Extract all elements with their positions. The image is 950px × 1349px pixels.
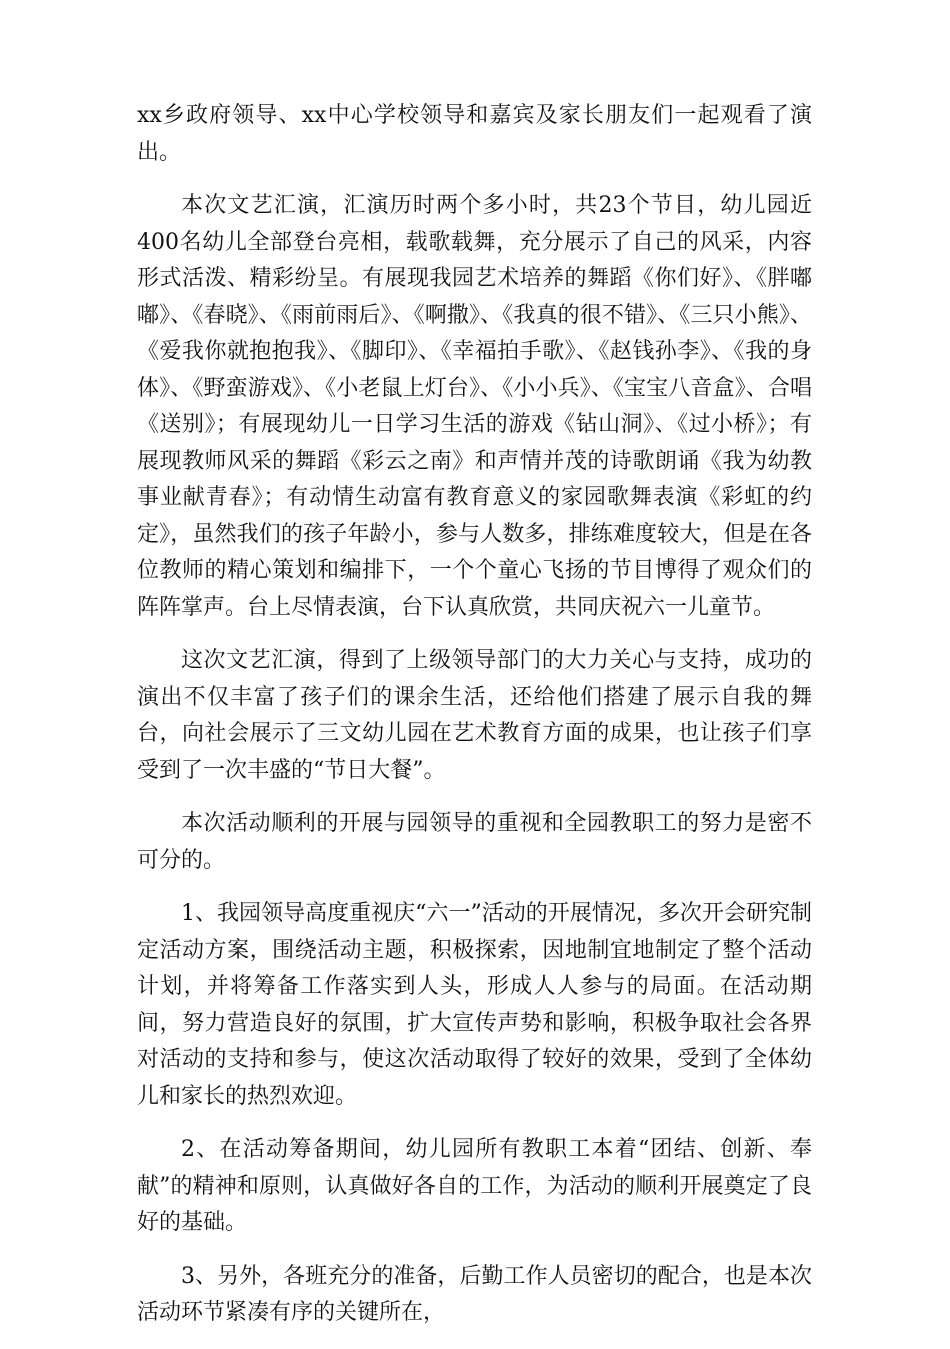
paragraph-performance-summary: 本次文艺汇演，汇演历时两个多小时，共23个节目，幼儿园近400名幼儿全部登台亮相，载歌载舞，充分展示了自己的风采，内容形式活泼、精彩纷呈。有展现我园艺术培养的舞蹈《你们好》、《胖嘟嘟》、《春晓》、《雨前雨后》、《啊撒》、《我真的很不错》、《三只小熊》、《爱我你就抱抱我》、《脚印》、《幸福拍手歌》、《赵钱孙李》、《我的身体》、《野蛮游戏》、《小老鼠上灯台》、《小小兵》、《宝宝八音盒》、合唱《送别》；有展现幼儿一日学习生活的游戏《钻山洞》、《过小桥》；有展现教师风采的舞蹈《彩云之南》和声情并茂的诗歌朗诵《我为幼教事业献青春》；有动情生动富有教育意义的家园歌舞表演《彩虹的约定》，虽然我们的孩子年龄小，参与人数多，排练难度较大，但是在各位教师的精心策划和编排下，一个个童心飞扬的节目博得了观众们的阵阵掌声。台上尽情表演，台下认真欣赏，共同庆祝六一儿童节。 (137, 193, 812, 620)
paragraph-audience: xx乡政府领导、xx中心学校领导和嘉宾及家长朋友们一起观看了演出。 (137, 103, 812, 165)
paragraph-item-2: 2、在活动筹备期间，幼儿园所有教职工本着“团结、创新、奉献”的精神和原则，认真做好各自的工作，为活动的顺利开展奠定了良好的基础。 (137, 1137, 812, 1235)
paragraph-support: 这次文艺汇演，得到了上级领导部门的大力关心与支持，成功的演出不仅丰富了孩子们的课余生活，还给他们搭建了展示自我的舞台，向社会展示了三文幼儿园在艺术教育方面的成果，也让孩子们享受到了一次丰盛的“节日大餐”。 (137, 648, 812, 783)
document-body (137, 98, 812, 1349)
paragraph-item-1: 1、我园领导高度重视庆“六一”活动的开展情况，多次开会研究制定活动方案，围绕活动主题，积极探索，因地制宜地制定了整个活动计划，并将筹备工作落实到人头，形成人人参与的局面。在活动期间，努力营造良好的氛围，扩大宣传声势和影响，积极争取社会各界对活动的支持和参与，使这次活动取得了较好的效果，受到了全体幼儿和家长的热烈欢迎。 (137, 901, 812, 1109)
paragraph-item-3: 3、另外，各班充分的准备，后勤工作人员密切的配合，也是本次活动环节紧凑有序的关键所在， (137, 1263, 812, 1325)
paragraph-effort: 本次活动顺利的开展与园领导的重视和全园教职工的努力是密不可分的。 (137, 811, 812, 873)
